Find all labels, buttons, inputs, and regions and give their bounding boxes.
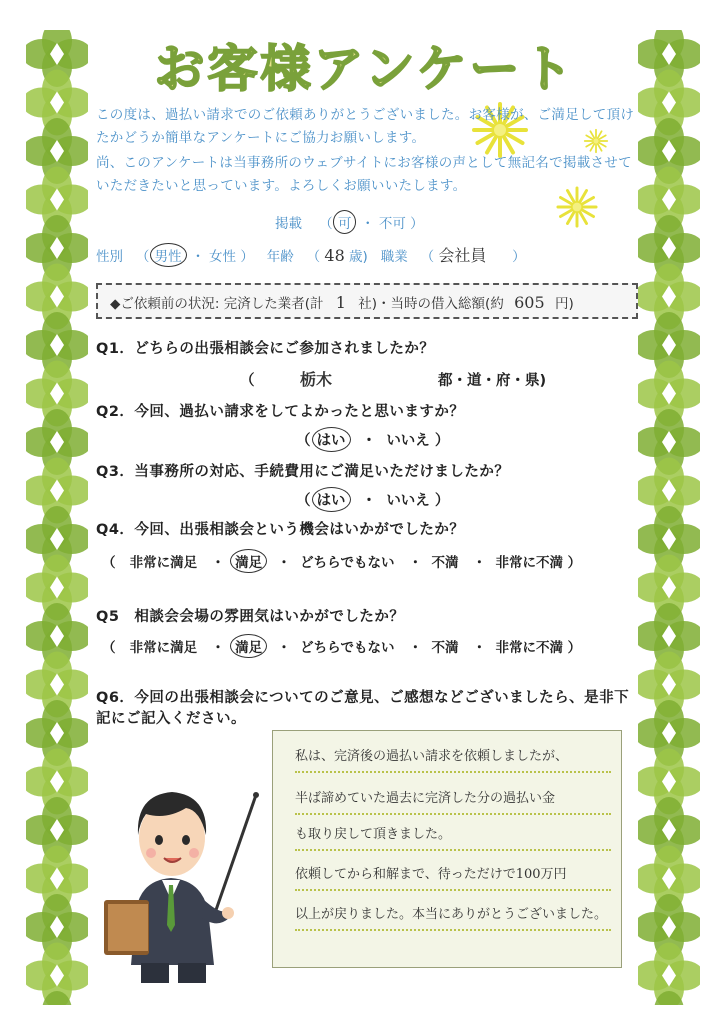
comment-line-1: 私は、完済後の過払い請求を依頼しましたが、: [295, 741, 611, 773]
status-count[interactable]: 1: [335, 293, 346, 312]
gender-option-female[interactable]: 女性: [209, 249, 237, 265]
answer-4: （ 非常に満足 ・ 満足 ・ どちらでもない ・ 不満 ・ 非常に不満 ）: [102, 551, 581, 571]
answer-5-dissatisfied[interactable]: 不満: [431, 640, 459, 656]
status-suffix: 円): [554, 296, 574, 312]
comment-line-2: 半ば諦めていた過去に完済した分の過払い金: [295, 783, 611, 815]
answer-5-very-satisfied[interactable]: 非常に満足: [129, 640, 198, 656]
job-value[interactable]: 会社員: [438, 246, 487, 265]
comment-line-3: も取り戻して頂きました。: [295, 819, 611, 851]
job-label: 職業: [380, 249, 408, 265]
question-1: Q1．どちらの出張相談会にご参加されましたか？: [96, 341, 435, 357]
gender-option-male[interactable]: 男性: [150, 243, 187, 267]
comment-box[interactable]: [272, 730, 622, 968]
question-5: Q5 相談会会場の雰囲気はいかがでしたか？: [96, 609, 405, 625]
answer-4-very-dissatisfied[interactable]: 非常に不満: [495, 555, 563, 571]
answer-3-yes[interactable]: はい: [312, 487, 351, 512]
answer-4-satisfied[interactable]: 満足: [230, 549, 267, 573]
border-leaf: [26, 991, 88, 1005]
title-text: お客様アンケート: [154, 40, 576, 98]
answer-4-neutral[interactable]: どちらでもない: [300, 555, 395, 571]
comment-line-5: 以上が戻りました。本当にありがとうございました。: [295, 899, 611, 931]
age-value[interactable]: 48: [324, 246, 345, 265]
age-unit: 歳): [349, 249, 368, 265]
prior-status-box: [96, 283, 638, 319]
status-amount[interactable]: 605: [514, 293, 545, 312]
answer-5: （ 非常に満足 ・ 満足 ・ どちらでもない ・ 不満 ・ 非常に不満 ）: [102, 636, 581, 656]
answer-2-yes[interactable]: はい: [312, 427, 351, 452]
publish-option-no[interactable]: 不可: [378, 216, 406, 232]
survey-title: [110, 36, 620, 102]
question-2: Q2．今回、過払い請求をしてよかったと思いますか？: [96, 404, 465, 420]
left-clover-border: [26, 30, 88, 1005]
publish-row: 掲載 （ 可 ・ 不可 ）: [275, 212, 424, 232]
answer-5-neutral[interactable]: どちらでもない: [300, 640, 395, 656]
age-label: 年齢: [266, 249, 294, 265]
answer-3: （ はい ・ いいえ ）: [296, 489, 449, 510]
answer-3-no[interactable]: いいえ: [386, 493, 430, 509]
status-mid: 社)・当時の借入総額(約: [358, 296, 504, 312]
question-3: Q3．当事務所の対応、手続費用にご満足いただけましたか？: [96, 464, 510, 480]
teacher-illustration: [96, 750, 266, 985]
border-leaf: [638, 991, 700, 1005]
question-4: Q4．今回、出張相談会という機会はいかがでしたか？: [96, 522, 465, 538]
answer-5-very-dissatisfied[interactable]: 非常に不満: [495, 640, 563, 656]
profile-row: 性別 （ 男性 ・ 女性 ） 年齢 （ 48 歳) 職業 （ 会社員 ）: [96, 243, 526, 266]
intro-paragraph-1: この度は、過払い請求でのご依頼ありがとうございました。お客様が、ご満足して頂けたかどうか簡単なアンケートにご協力お願いします。: [96, 107, 635, 146]
right-clover-border: [638, 30, 700, 1005]
answer-1-suffix: 都・道・府・県): [437, 373, 547, 389]
answer-2: （ はい ・ いいえ ）: [296, 429, 449, 450]
answer-5-satisfied[interactable]: 満足: [230, 634, 267, 658]
question-6: Q6．今回の出張相談会についてのご意見、ご感想などございましたら、是非下記にご記入ください。: [96, 690, 630, 727]
answer-1: （ 栃木 都・道・府・県): [240, 370, 547, 389]
answer-2-no[interactable]: いいえ: [386, 433, 430, 449]
answer-4-dissatisfied[interactable]: 不満: [431, 555, 459, 571]
answer-4-very-satisfied[interactable]: 非常に満足: [129, 555, 198, 571]
gender-label: 性別: [96, 249, 123, 265]
publish-label: 掲載: [275, 216, 302, 232]
comment-line-4: 依頼してから和解まで、待っただけで100万円: [295, 859, 611, 891]
intro-paragraph-2: 尚、このアンケートは当事務所のウェブサイトにお客様の声として無記名で掲載させていただきたいと思っています。よろしくお願いいたします。: [96, 155, 632, 194]
publish-option-yes[interactable]: 可: [333, 210, 357, 234]
status-prefix: ◆ご依頼前の状況: 完済した業者(計: [110, 296, 324, 312]
answer-1-prefecture[interactable]: 栃木: [299, 370, 332, 389]
